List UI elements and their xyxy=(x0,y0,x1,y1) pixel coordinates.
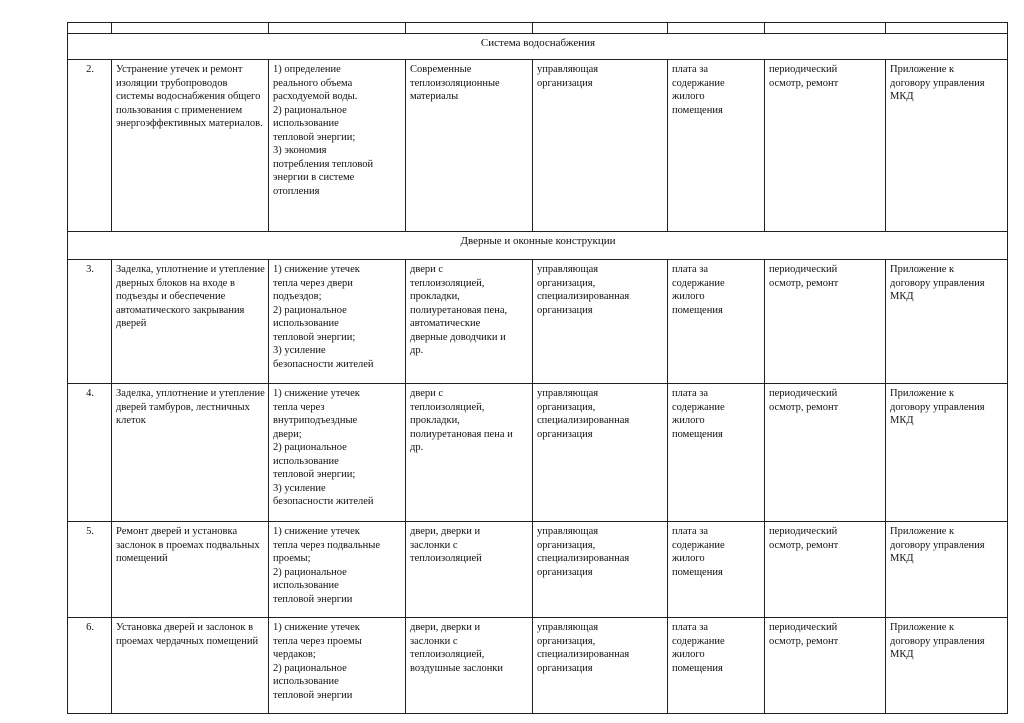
measure-cell: Заделка, уплотнение и утепление дверных блоков на входе в подъезды и обеспечение автоматического закрывания дверей xyxy=(112,260,269,384)
section-title: Дверные и оконные конструкции xyxy=(68,232,1008,260)
table-row xyxy=(68,522,1008,618)
materials-cell: двери, дверки и заслонки с теплоизоляцией xyxy=(406,522,533,618)
section-title: Система водоснабжения xyxy=(68,34,1008,60)
measure-cell: Установка дверей и заслонок в проемах чердачных помещений xyxy=(112,618,269,714)
funding-cell: плата за содержание жилого помещения xyxy=(668,260,765,384)
funding-cell: плата за содержание жилого помещения xyxy=(668,522,765,618)
section-row xyxy=(68,232,1008,260)
table-row xyxy=(68,384,1008,522)
table-header-remnant xyxy=(68,23,1008,34)
table-row xyxy=(68,60,1008,232)
measure-cell: Устранение утечек и ремонт изоляции трубопроводов системы водоснабжения общего пользования с применением энергоэффективных материалов. xyxy=(112,60,269,232)
executor-cell: управляющая организация, специализированная организация xyxy=(533,384,668,522)
funding-cell: плата за содержание жилого помещения xyxy=(668,60,765,232)
period-cell: периодический осмотр, ремонт xyxy=(765,60,886,232)
materials-cell: двери с теплоизоляцией, прокладки, полиуретановая пена, автоматические дверные доводчики и др. xyxy=(406,260,533,384)
executor-cell: управляющая организация xyxy=(533,60,668,232)
note-cell: Приложение к договору управления МКД xyxy=(886,60,1008,232)
period-cell: периодический осмотр, ремонт xyxy=(765,384,886,522)
period-cell: периодический осмотр, ремонт xyxy=(765,618,886,714)
effect-cell: 1) снижение утечек тепла через проемы чердаков; 2) рациональное использование тепловой энергии xyxy=(269,618,406,714)
period-cell: периодический осмотр, ремонт xyxy=(765,260,886,384)
executor-cell: управляющая организация, специализированная организация xyxy=(533,260,668,384)
effect-cell: 1) снижение утечек тепла через подвальные проемы; 2) рациональное использование тепловой энергии xyxy=(269,522,406,618)
table-row xyxy=(68,260,1008,384)
table-row xyxy=(68,618,1008,714)
row-number: 6. xyxy=(68,618,112,714)
executor-cell: управляющая организация, специализированная организация xyxy=(533,618,668,714)
effect-cell: 1) снижение утечек тепла через внутриподъездные двери; 2) рациональное использование тепловой энергии; 3) усиление безопасности жителей xyxy=(269,384,406,522)
materials-cell: Современные теплоизоляционные материалы xyxy=(406,60,533,232)
effect-cell: 1) снижение утечек тепла через двери подъездов; 2) рациональное использование тепловой энергии; 3) усиление безопасности жителей xyxy=(269,260,406,384)
note-cell: Приложение к договору управления МКД xyxy=(886,522,1008,618)
note-cell: Приложение к договору управления МКД xyxy=(886,384,1008,522)
note-cell: Приложение к договору управления МКД xyxy=(886,618,1008,714)
note-cell: Приложение к договору управления МКД xyxy=(886,260,1008,384)
effect-cell: 1) определение реального объема расходуемой воды. 2) рациональное использование тепловой энергии; 3) экономия потребления тепловой энергии в системе отопления xyxy=(269,60,406,232)
materials-cell: двери с теплоизоляцией, прокладки, полиуретановая пена и др. xyxy=(406,384,533,522)
measure-cell: Ремонт дверей и установка заслонок в проемах подвальных помещений xyxy=(112,522,269,618)
period-cell: периодический осмотр, ремонт xyxy=(765,522,886,618)
row-number: 3. xyxy=(68,260,112,384)
measures-table xyxy=(67,22,1008,714)
row-number: 2. xyxy=(68,60,112,232)
section-row xyxy=(68,34,1008,60)
funding-cell: плата за содержание жилого помещения xyxy=(668,384,765,522)
measure-cell: Заделка, уплотнение и утепление дверей тамбуров, лестничных клеток xyxy=(112,384,269,522)
funding-cell: плата за содержание жилого помещения xyxy=(668,618,765,714)
row-number: 4. xyxy=(68,384,112,522)
materials-cell: двери, дверки и заслонки с теплоизоляцией, воздушные заслонки xyxy=(406,618,533,714)
executor-cell: управляющая организация, специализированная организация xyxy=(533,522,668,618)
row-number: 5. xyxy=(68,522,112,618)
